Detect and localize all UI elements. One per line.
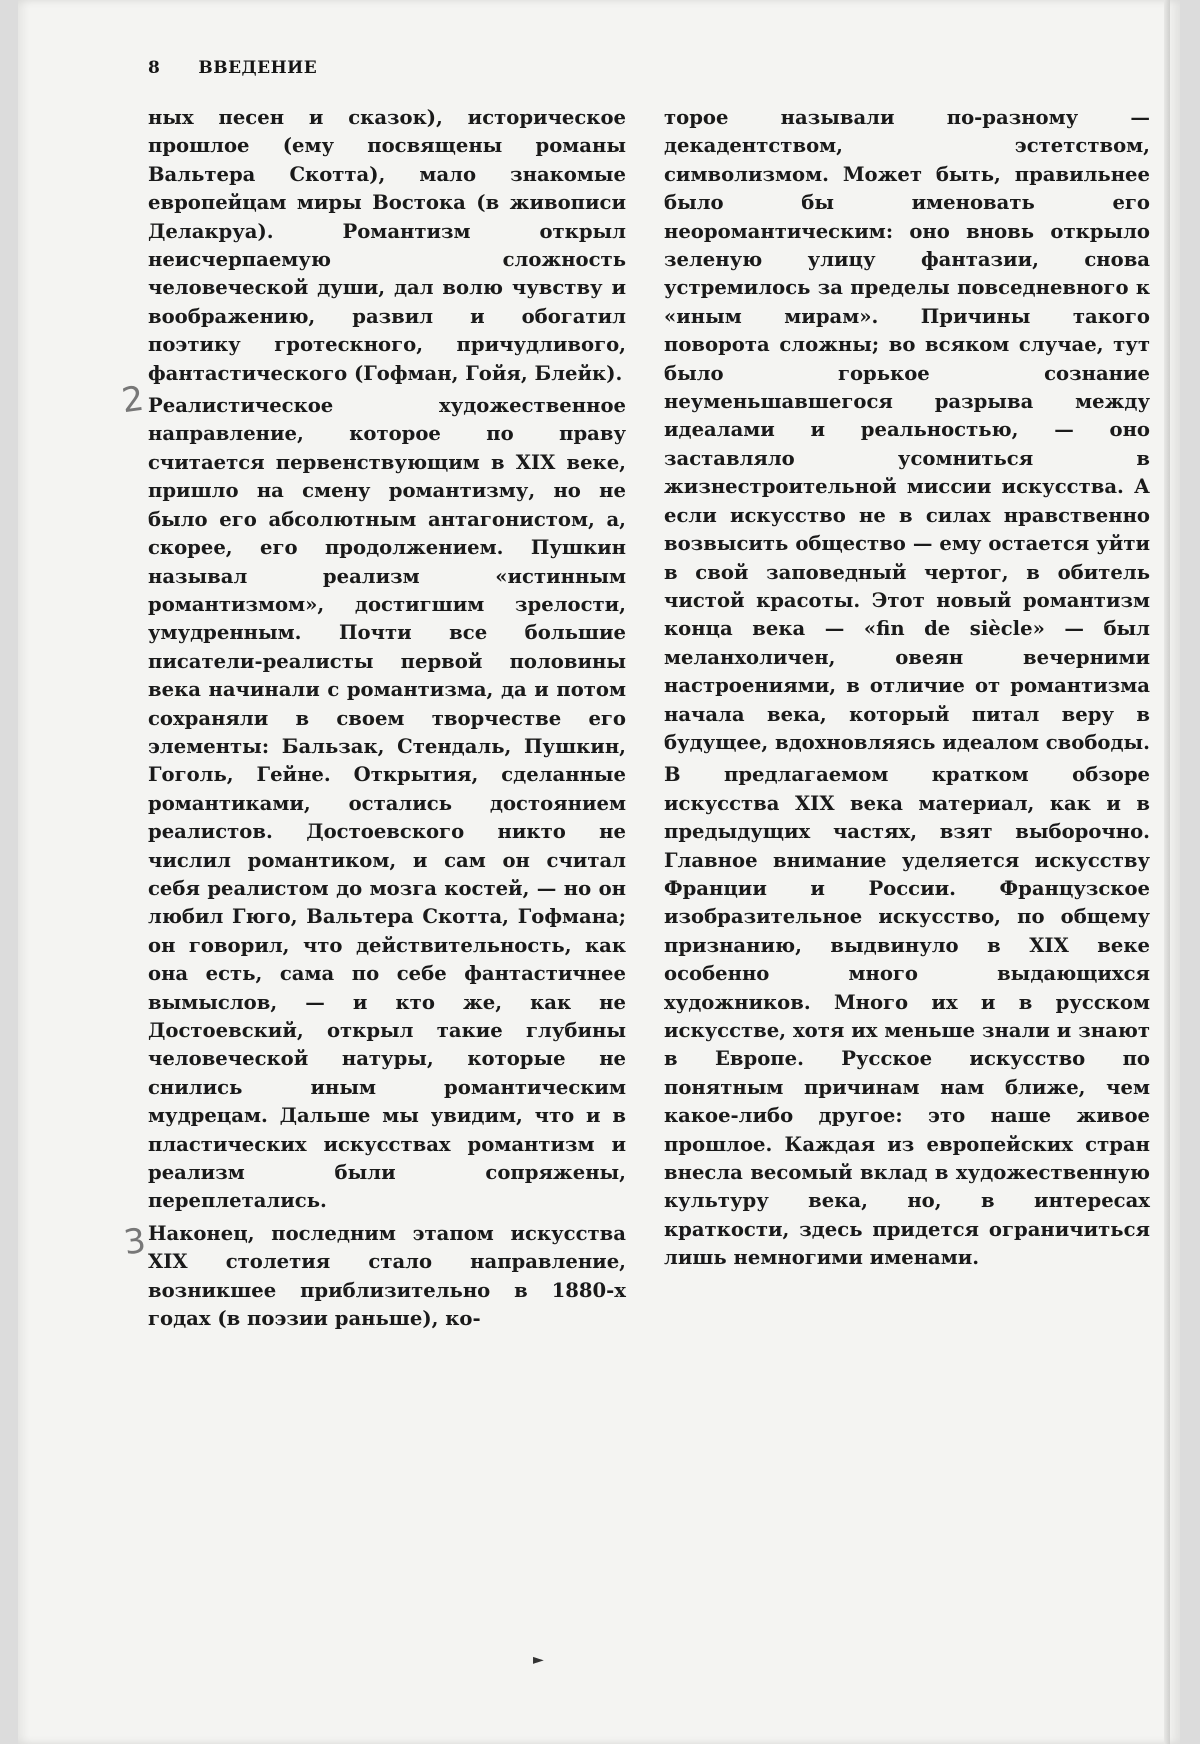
right-column bbox=[664, 104, 1150, 1273]
paragraph-realism: Реалистическое художественное направление, которое по праву считается первенствующим в XIX веке, пришло на смену романтизму, но не было его абсолютным антагонистом, а, скорее, его продолжением. Пушкин называл реализм «истинным романтизмом», достигшим зрелости, умудренным. Почти все большие писатели-реалисты первой половины века начинали с романтизма, да и потом сохраняли в своем творчестве его элементы: Бальзак, Стендаль, Пушкин, Гоголь, Гейне. Открытия, сделанные романтиками, остались достоянием реалистов. Достоевского никто не числил романтиком, и сам он считал себя реалистом до мозга костей, — но он любил Гюго, Вальтера Скотта, Гофмана; он говорил, что действительность, как она есть, сама по себе фантастичнее вымыслов, — и кто же, как не Достоевский, открыл такие глубины человеческой натуры, которые не снились иным романтическим мудрецам. Дальше мы увидим, что и в пластических искусствах романтизм и реализм были сопряжены, переплетались. bbox=[148, 394, 626, 1213]
margin-note-handwritten-2: 2 bbox=[119, 378, 147, 422]
section-title: ВВЕДЕНИЕ bbox=[198, 58, 318, 78]
left-column bbox=[148, 104, 626, 1333]
bottom-arrow-mark: ► bbox=[533, 1652, 544, 1668]
paragraph-romanticism: ных песен и сказок), историческое прошлое (ему посвящены романы Вальтера Скотта), мало знакомые европейцам миры Востока (в живописи Делакруа). Романтизм открыл неисчерпаемую сложность человеческой души, дал волю чувству и воображению, развил и обогатил поэтику гротескного, причудливого, фантастического (Гофман, Гойя, Блейк). bbox=[148, 106, 626, 385]
margin-note-handwritten-3: 3 bbox=[121, 1220, 149, 1264]
paragraph-overview: В предлагаемом кратком обзоре искусства XIX века материал, как и в предыдущих частях, взят выборочно. Главное внимание уделяется искусству Франции и России. Французское изобразительное искусство, по общему признанию, выдвинуло в XIX веке особенно много выдающихся художников. Много их и в русском искусстве, хотя их меньше знали и знают в Европе. Русское искусство по понятным причинам нам ближе, чем какое-либо другое: это наше живое прошлое. Каждая из европейских стран внесла весомый вклад в художественную культуру века, но, в интересах краткости, здесь придется ограничиться лишь немногими именами. bbox=[664, 763, 1150, 1270]
paragraph-last-stage: Наконец, последним этапом искусства XIX столетия стало направление, возникшее приблизительно в 1880-х годах (в поэзии раньше), ко- bbox=[148, 1221, 626, 1331]
page-number: 8 bbox=[148, 58, 161, 78]
running-header bbox=[148, 58, 317, 78]
page-edge-shadow bbox=[1164, 0, 1170, 1744]
paragraph-neoromanticism: торое называли по-разному — декадентством, эстетством, символизмом. Может быть, правильнее было бы именовать его неоромантическим: оно вновь открыло зеленую улицу фантазии, снова устремилось за пределы повседневного к «иным мирам». Причины такого поворота сложны; во всяком случае, тут было горькое сознание неуменьшавшегося разрыва между идеалами и реальностью, — оно заставляло усомниться в жизнестроительной миссии искусства. А если искусство не в силах нравственно возвысить общество — ему остается уйти в свой заповедный чертог, в обитель чистой красоты. Этот новый романтизм конца века — «fin de siècle» — был меланхоличен, овеян вечерними настроениями, в отличие от романтизма начала века, который питал веру в будущее, вдохновляясь идеалом свободы. bbox=[664, 106, 1151, 754]
